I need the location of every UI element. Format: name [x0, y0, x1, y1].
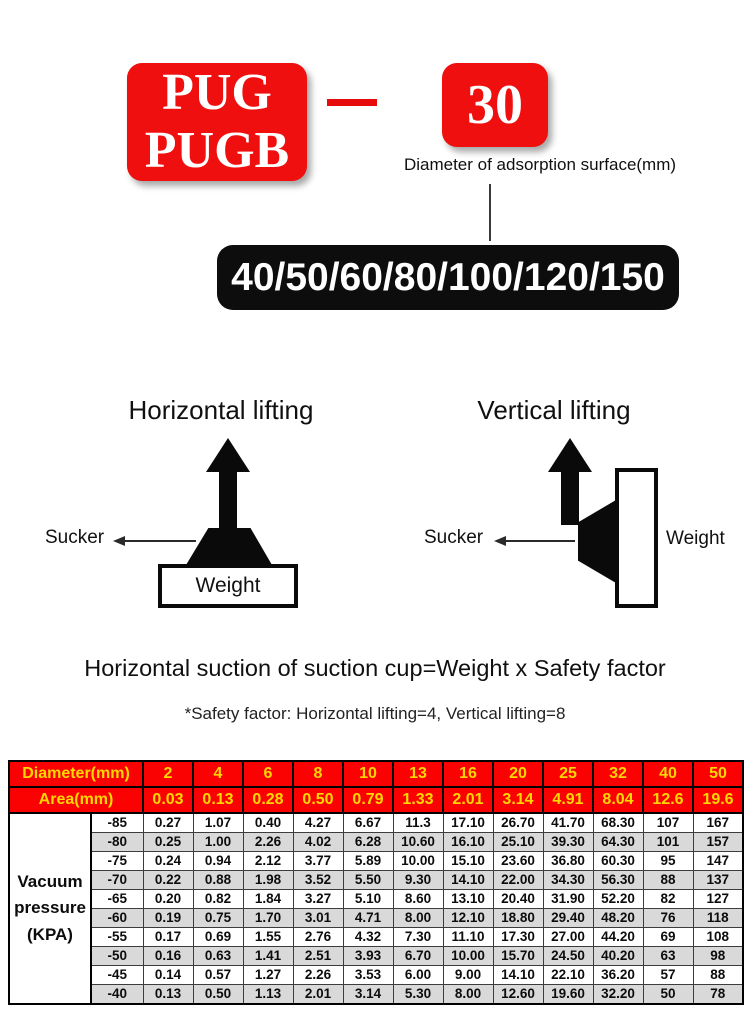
table-cell: 36.80 — [543, 852, 593, 871]
table-cell: 36.20 — [593, 966, 643, 985]
table-cell: 52.20 — [593, 890, 643, 909]
table-cell: 147 — [693, 852, 743, 871]
table-cell: 98 — [693, 947, 743, 966]
table-row — [9, 833, 743, 852]
table-cell: 9.00 — [443, 966, 493, 985]
table-cell: 48.20 — [593, 909, 643, 928]
table-cell: 2.12 — [243, 852, 293, 871]
table-cell: 1.41 — [243, 947, 293, 966]
table-header-value: 0.50 — [293, 787, 343, 813]
table-header-value: 4 — [193, 761, 243, 787]
table-cell: 27.00 — [543, 928, 593, 947]
table-row — [9, 871, 743, 890]
table-cell: 2.76 — [293, 928, 343, 947]
table-cell: 31.90 — [543, 890, 593, 909]
left-arrow-icon — [113, 536, 125, 546]
table-cell: 0.82 — [193, 890, 243, 909]
weight-label-vertical: Weight — [666, 528, 725, 549]
table-header-value: 2.01 — [443, 787, 493, 813]
table-cell: 26.70 — [493, 813, 543, 833]
table-cell: 29.40 — [543, 909, 593, 928]
table-cell: 4.02 — [293, 833, 343, 852]
table-cell: 0.20 — [143, 890, 193, 909]
weight-box-horizontal — [158, 564, 298, 608]
table-cell: 2.26 — [293, 966, 343, 985]
model-name-line2: PUGB — [144, 122, 290, 179]
table-cell: 4.27 — [293, 813, 343, 833]
sucker-shape-vertical — [578, 500, 616, 583]
table-cell: 16.10 — [443, 833, 493, 852]
table-cell: 78 — [693, 985, 743, 1005]
size-badge: 30 — [442, 63, 548, 147]
table-cell: 40.20 — [593, 947, 643, 966]
table-cell: 0.69 — [193, 928, 243, 947]
horizontal-lifting-title: Horizontal lifting — [128, 395, 314, 425]
table-cell: 1.27 — [243, 966, 293, 985]
pressure-value-cell: -70 — [91, 871, 143, 890]
table-cell: 25.10 — [493, 833, 543, 852]
vertical-lifting-title: Vertical lifting — [477, 395, 631, 425]
table-row — [9, 909, 743, 928]
table-cell: 57 — [643, 966, 693, 985]
table-row — [9, 813, 743, 833]
table-header-value: 8 — [293, 761, 343, 787]
table-cell: 5.89 — [343, 852, 393, 871]
table-cell: 3.77 — [293, 852, 343, 871]
table-header-value: 4.91 — [543, 787, 593, 813]
table-row — [9, 966, 743, 985]
pressure-value-cell: -65 — [91, 890, 143, 909]
table-cell: 3.53 — [343, 966, 393, 985]
pressure-value-cell: -85 — [91, 813, 143, 833]
table-cell: 6.70 — [393, 947, 443, 966]
table-cell: 3.27 — [293, 890, 343, 909]
table-row — [9, 947, 743, 966]
table-cell: 34.30 — [543, 871, 593, 890]
table-cell: 32.20 — [593, 985, 643, 1005]
table-cell: 15.10 — [443, 852, 493, 871]
table-header-value: 13 — [393, 761, 443, 787]
table-cell: 2.01 — [293, 985, 343, 1005]
table-cell: 5.10 — [343, 890, 393, 909]
table-cell: 4.71 — [343, 909, 393, 928]
table-cell: 0.63 — [193, 947, 243, 966]
table-cell: 41.70 — [543, 813, 593, 833]
table-cell: 10.00 — [443, 947, 493, 966]
table-cell: 17.10 — [443, 813, 493, 833]
weight-box-vertical — [615, 468, 658, 608]
spec-table-body — [9, 813, 743, 1004]
sucker-label-horizontal: Sucker — [45, 527, 105, 548]
table-cell: 5.30 — [393, 985, 443, 1005]
table-cell: 9.30 — [393, 871, 443, 890]
table-cell: 12.60 — [493, 985, 543, 1005]
pressure-value-cell: -55 — [91, 928, 143, 947]
table-cell: 63 — [643, 947, 693, 966]
table-header-value: 32 — [593, 761, 643, 787]
table-cell: 44.20 — [593, 928, 643, 947]
table-header-label: Diameter(mm) — [9, 761, 143, 787]
model-badge — [127, 63, 307, 181]
table-cell: 56.30 — [593, 871, 643, 890]
table-cell: 6.00 — [393, 966, 443, 985]
left-arrow-icon — [494, 536, 506, 546]
diameter-label: Diameter of adsorption surface(mm) — [403, 155, 677, 174]
table-header-value: 0.79 — [343, 787, 393, 813]
table-cell: 18.80 — [493, 909, 543, 928]
table-cell: 127 — [693, 890, 743, 909]
table-cell: 0.13 — [143, 985, 193, 1005]
table-cell: 1.13 — [243, 985, 293, 1005]
table-header-value: 50 — [693, 761, 743, 787]
table-cell: 60.30 — [593, 852, 643, 871]
table-cell: 0.50 — [193, 985, 243, 1005]
pressure-value-cell: -40 — [91, 985, 143, 1005]
table-header-value: 16 — [443, 761, 493, 787]
table-cell: 118 — [693, 909, 743, 928]
table-cell: 11.3 — [393, 813, 443, 833]
table-cell: 76 — [643, 909, 693, 928]
table-cell: 1.98 — [243, 871, 293, 890]
table-row — [9, 928, 743, 947]
table-cell: 0.24 — [143, 852, 193, 871]
table-cell: 4.32 — [343, 928, 393, 947]
table-cell: 17.30 — [493, 928, 543, 947]
table-cell: 107 — [643, 813, 693, 833]
connector-line — [489, 184, 491, 241]
table-cell: 2.26 — [243, 833, 293, 852]
table-cell: 108 — [693, 928, 743, 947]
table-cell: 19.60 — [543, 985, 593, 1005]
table-header-value: 6 — [243, 761, 293, 787]
table-row-header: Vacuum pressure (KPA) — [9, 813, 91, 1004]
table-cell: 167 — [693, 813, 743, 833]
table-cell: 1.55 — [243, 928, 293, 947]
table-cell: 157 — [693, 833, 743, 852]
table-cell: 3.93 — [343, 947, 393, 966]
pressure-value-cell: -60 — [91, 909, 143, 928]
table-cell: 8.00 — [443, 985, 493, 1005]
table-header-value: 0.28 — [243, 787, 293, 813]
table-header-value: 40 — [643, 761, 693, 787]
table-cell: 88 — [643, 871, 693, 890]
table-cell: 39.30 — [543, 833, 593, 852]
table-cell: 0.14 — [143, 966, 193, 985]
table-cell: 101 — [643, 833, 693, 852]
table-header-value: 10 — [343, 761, 393, 787]
table-cell: 12.10 — [443, 909, 493, 928]
table-cell: 3.14 — [343, 985, 393, 1005]
table-cell: 0.22 — [143, 871, 193, 890]
safety-factor-note: *Safety factor: Horizontal lifting=4, Vertical lifting=8 — [184, 704, 566, 723]
table-cell: 0.75 — [193, 909, 243, 928]
table-cell: 22.10 — [543, 966, 593, 985]
table-cell: 8.60 — [393, 890, 443, 909]
table-cell: 1.70 — [243, 909, 293, 928]
table-cell: 88 — [693, 966, 743, 985]
table-cell: 68.30 — [593, 813, 643, 833]
table-cell: 23.60 — [493, 852, 543, 871]
table-row — [9, 985, 743, 1005]
table-cell: 0.88 — [193, 871, 243, 890]
available-sizes-box: 40/50/60/80/100/120/150 — [217, 245, 679, 310]
table-cell: 1.84 — [243, 890, 293, 909]
up-arrow-icon — [548, 438, 592, 472]
table-cell: 95 — [643, 852, 693, 871]
table-header-value: 20 — [493, 761, 543, 787]
table-cell: 69 — [643, 928, 693, 947]
table-row — [9, 890, 743, 909]
table-cell: 1.07 — [193, 813, 243, 833]
table-cell: 10.60 — [393, 833, 443, 852]
table-cell: 82 — [643, 890, 693, 909]
table-header-value: 25 — [543, 761, 593, 787]
sucker-pointer-line-horizontal — [124, 540, 196, 542]
table-header-value: 2 — [143, 761, 193, 787]
table-cell: 2.51 — [293, 947, 343, 966]
table-cell: 137 — [693, 871, 743, 890]
table-cell: 7.30 — [393, 928, 443, 947]
table-cell: 5.50 — [343, 871, 393, 890]
up-arrow-shaft — [219, 470, 237, 529]
table-header-label: Area(mm) — [9, 787, 143, 813]
table-cell: 22.00 — [493, 871, 543, 890]
table-cell: 3.01 — [293, 909, 343, 928]
table-cell: 1.00 — [193, 833, 243, 852]
table-cell: 8.00 — [393, 909, 443, 928]
table-cell: 64.30 — [593, 833, 643, 852]
table-cell: 13.10 — [443, 890, 493, 909]
pressure-value-cell: -45 — [91, 966, 143, 985]
table-cell: 0.16 — [143, 947, 193, 966]
table-cell: 50 — [643, 985, 693, 1005]
table-cell: 0.40 — [243, 813, 293, 833]
spec-table — [8, 760, 744, 1005]
table-header-value: 3.14 — [493, 787, 543, 813]
table-cell: 0.17 — [143, 928, 193, 947]
table-header-value: 0.13 — [193, 787, 243, 813]
suction-formula: Horizontal suction of suction cup=Weight x Safety factor — [84, 655, 666, 681]
table-cell: 14.10 — [443, 871, 493, 890]
table-cell: 0.94 — [193, 852, 243, 871]
table-header-value: 1.33 — [393, 787, 443, 813]
sucker-pointer-line-vertical — [505, 540, 575, 542]
table-header-value: 8.04 — [593, 787, 643, 813]
table-cell: 0.27 — [143, 813, 193, 833]
table-cell: 10.00 — [393, 852, 443, 871]
table-cell: 0.57 — [193, 966, 243, 985]
up-arrow-shaft — [561, 470, 579, 525]
sucker-shape-horizontal — [186, 528, 272, 565]
table-cell: 15.70 — [493, 947, 543, 966]
table-row — [9, 852, 743, 871]
table-header-value: 19.6 — [693, 787, 743, 813]
pressure-value-cell: -80 — [91, 833, 143, 852]
model-dash — [327, 99, 377, 106]
table-cell: 0.19 — [143, 909, 193, 928]
table-cell: 6.28 — [343, 833, 393, 852]
spec-table-head — [9, 761, 743, 813]
spec-table-container — [8, 760, 743, 1005]
table-cell: 24.50 — [543, 947, 593, 966]
table-cell: 11.10 — [443, 928, 493, 947]
table-header-value: 0.03 — [143, 787, 193, 813]
weight-label: Weight — [195, 574, 261, 597]
up-arrow-icon — [206, 438, 250, 472]
model-name-line1: PUG — [162, 63, 272, 121]
pressure-value-cell: -75 — [91, 852, 143, 871]
pressure-value-cell: -50 — [91, 947, 143, 966]
table-cell: 6.67 — [343, 813, 393, 833]
table-cell: 3.52 — [293, 871, 343, 890]
table-cell: 0.25 — [143, 833, 193, 852]
table-cell: 14.10 — [493, 966, 543, 985]
table-header-value: 12.6 — [643, 787, 693, 813]
table-cell: 20.40 — [493, 890, 543, 909]
sucker-label-vertical: Sucker — [424, 527, 484, 548]
